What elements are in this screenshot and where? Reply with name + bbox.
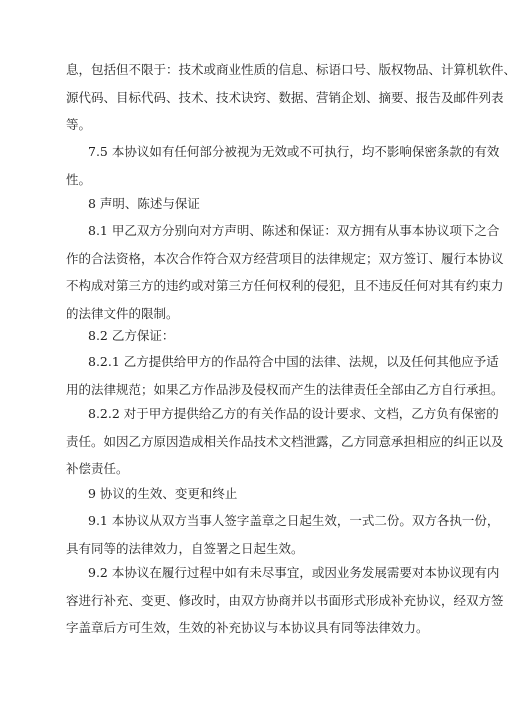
text-line: 容进行补充、变更、修改时，由双方协商并以书面形式形成补充协议，经双方签 <box>66 592 504 608</box>
text-line: 性。 <box>66 171 92 187</box>
text-line: 9.1 本协议从双方当事人签字盖章之日起生效，一式二份。双方各执一份， <box>88 513 500 528</box>
text-line: 的法律文件的限制。 <box>66 305 179 321</box>
text-line: 8.2.2 对于甲方提供给乙方的有关作品的设计要求、文档，乙方负有保密的 <box>88 406 499 421</box>
text-line: 补偿责任。 <box>66 461 129 477</box>
text-line: 8 声明、陈述与保证 <box>88 196 200 211</box>
section-heading-8 <box>66 190 436 218</box>
text-line: 作的合法资格，本次合作符合双方经营项目的法律规定；双方签订、履行本协议 <box>66 250 504 266</box>
section-heading-9 <box>66 480 436 508</box>
paragraph-8-2 <box>66 322 436 350</box>
paragraph-continuation <box>66 56 516 139</box>
text-line: 源代码、目标代码、技术、技术诀窍、数据、营销企划、摘要、报告及邮件列表 <box>66 89 504 105</box>
text-line: 8.1 甲乙双方分别向对方声明、陈述和保证：双方拥有从事本协议项下之合 <box>88 223 500 238</box>
paragraph-8-1 <box>66 217 504 327</box>
text-line: 9 协议的生效、变更和终止 <box>88 486 238 501</box>
paragraph-7-5 <box>66 138 500 193</box>
paragraph-9-1 <box>66 507 500 562</box>
text-line: 8.2.1 乙方提供给甲方的作品符合中国的法律、法规，以及任何其他应予适 <box>88 354 499 369</box>
text-line: 8.2 乙方保证： <box>88 328 175 343</box>
text-line: 用的法律规范；如果乙方作品涉及侵权而产生的法律责任全部由乙方自行承担。 <box>66 381 504 397</box>
text-line: 责任。如因乙方原因造成相关作品技术文档泄露，乙方同意承担相应的纠正以及 <box>66 433 504 449</box>
text-line: 不构成对第三方的违约或对第三方任何权利的侵犯，且不违反任何对其有约束力 <box>66 278 504 294</box>
text-line: 等。 <box>66 117 92 133</box>
text-line: 7.5 本协议如有任何部分被视为无效或不可执行，均不影响保密条款的有效 <box>88 144 500 159</box>
paragraph-8-2-2 <box>66 400 504 483</box>
text-line: 息，包括但不限于：技术或商业性质的信息、标语口号、版权物品、计算机软件、 <box>66 62 516 77</box>
text-line: 具有同等的法律效力，自签署之日起生效。 <box>66 540 304 556</box>
text-line: 字盖章后方可生效，生效的补充协议与本协议具有同等法律效力。 <box>66 620 429 636</box>
text-line: 9.2 本协议在履行过程中如有未尽事宜，或因业务发展需要对本协议现有内 <box>88 565 500 580</box>
paragraph-8-2-1 <box>66 348 504 403</box>
paragraph-9-2 <box>66 559 504 642</box>
